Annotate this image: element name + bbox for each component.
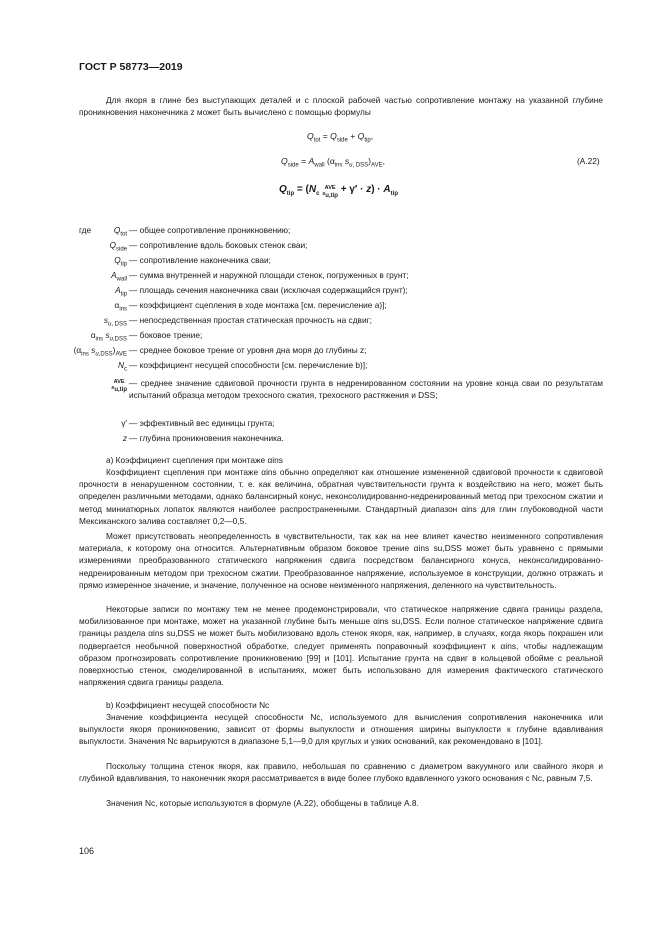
def-symbol: $A_{wall}$	[111, 270, 127, 283]
def-symbol: $Q_{tip}$	[114, 255, 127, 268]
def-text: — сумма внутренней и наружной площади стенок, погруженных в грунт;	[129, 270, 409, 280]
def-text: — глубина проникновения наконечника.	[129, 433, 284, 443]
def-symbol: $A_{tip}$	[115, 285, 127, 298]
definition-row	[79, 417, 603, 429]
def-symbol: $\alpha_{ins}$ $s_{u,DSS}$	[90, 330, 127, 343]
def-text: — непосредственная простая статическая прочность на сдвиг;	[129, 315, 372, 325]
definition-row	[79, 329, 603, 341]
def-symbol: $Q_{side}$	[109, 240, 127, 253]
def-text: — коэффициент сцепления в ходе монтажа [см. перечисление а)];	[129, 300, 387, 310]
def-symbol: z	[122, 433, 127, 443]
def-text: — сопротивление вдоль боковых стенок сваи;	[129, 240, 308, 250]
def-text: — среднее значение сдвиговой прочности грунта в недренированном состоянии на уровне конца сваи по результатам испытаний образца методом трехосного сжатия, трехосного растяжения и DSS;	[129, 378, 603, 400]
def-text: — боковое трение;	[129, 330, 203, 340]
page-number: 106	[79, 846, 95, 856]
definition-row	[79, 359, 603, 371]
definition-row	[79, 284, 603, 296]
def-text: — общее сопротивление проникновению;	[129, 225, 291, 235]
definition-row	[79, 377, 603, 415]
formula-q-tip: $Q_{tip} = (N_c$ AVE $s_{u,tip} + \gamma' \cdot z) \cdot A_{tip}$	[279, 184, 398, 200]
definition-row	[79, 269, 603, 281]
definition-row	[79, 299, 603, 311]
def-symbol: AVE $s_{u,tip}$	[111, 379, 127, 394]
def-text: — площадь сечения наконечника сваи (исключая содержащийся грунт);	[129, 285, 408, 295]
definition-row	[79, 432, 603, 444]
section-b-paragraph-1: Значение коэффициента несущей способности Nc, используемого для вычисления сопротивления наконечника или выпуклости якоря проникновению, зависит от формы выпуклости и отношения ширины выпуклости к глубине вдавливания выпуклости. Значения Nc варьируются в диапазоне 5,1—9,0 для круглых и узких оснований, как рекомендовано в [101].	[79, 712, 603, 747]
definition-row	[79, 314, 603, 326]
definition-row	[79, 254, 603, 266]
def-text: — среднее боковое трение от уровня дна моря до глубины z;	[129, 345, 367, 355]
def-symbol: $Q_{tot}$	[113, 225, 127, 238]
definition-row	[79, 224, 603, 236]
def-symbol: $N_c$	[118, 360, 127, 373]
section-b-paragraph-3: Значения Nc, которые используются в формуле (А.22), обобщены в таблице А.8.	[106, 798, 419, 808]
formula-q-tot: $Q_{tot} = Q_{side} + Q_{tip}$,	[307, 131, 374, 144]
section-a-title: а) Коэффициент сцепления при монтаже αins	[106, 455, 283, 465]
standard-header: ГОСТ Р 58773—2019	[79, 61, 183, 73]
where-label: где	[79, 225, 92, 235]
def-symbol: $\alpha_{ins}$	[114, 300, 127, 313]
definition-row	[73, 344, 603, 358]
def-symbol: ($\alpha_{ins}$ $s_{u,DSS})_{AVE}$	[73, 345, 127, 358]
def-symbol: $s_{u, DSS}$	[103, 315, 127, 328]
section-b-paragraph-2: Поскольку толщина стенок якоря, как правило, небольшая по сравнению с диаметром вакуумного или свайного якоря и глубиной вдавливания, то наконечник якоря рассматривается в виде более глубоко вдавленного узкого основания с Nc, равным 7,5.	[79, 761, 603, 784]
section-a-paragraph-3: Некоторые записи по монтажу тем не менее продемонстрировали, что статическое напряжение сдвига границы раздела, мобилизованное при монтаже, может на указанной глубине быть меньше αins su,DSS. Если полное статическое напряжение сдвига границы раздела αins su,DSS не может быть мобилизовано вдоль стенок якоря, как, например, в случаях, когда якорь покрашен или подвергается необычной поверхностной обработке, следует применять поправочный коэффициент к αins, чтобы надлежащим образом прогнозировать сопротивление проникновению [99] и [101]. Испытание грунта на сдвиг в кольцевой обойме с реальной поверхностью стенок, смоделированной в испытаниях, может быть использовано для измерения фактического статического напряжения сдвига границы раздела.	[79, 604, 603, 688]
section-a-paragraph-2: Может присутствовать неопределенность в чувствительности, так как на нее влияет качество неизменного сопротивления материала, к которому она относится. Альтернативным образом боковое трение αins su,DSS может быть уравнено с прямыми измерениями преобразованного статического напряжения сдвига посредством балансирного конуса, неконсолидированно-недренированным методом при трехосном сжатии. Преобразованное напряжение, используемое в конструкции, должно отражать и прямо измеренное значение, и значение, полученное на основе неизменного напряжения, деленного на чувствительность.	[79, 531, 603, 590]
formula-q-side: $Q_{side} = A_{wall}$ ($\alpha_{ins}$ $s_{u, DSS})_{AVE}$,	[281, 156, 385, 169]
definition-row	[79, 239, 603, 251]
def-text: — эффективный вес единицы грунта;	[129, 418, 275, 428]
equation-number: (A.22)	[577, 156, 600, 166]
def-text: — коэффициент несущей способности [см. перечисление b)];	[129, 360, 368, 370]
section-a-paragraph-1: Коэффициент сцепления при монтаже αins обычно определяют как отношение измененной сдвиговой прочности к сдвиговой прочности в ненарушенном состоянии, т. е. как величина, обратная чувствительности грунта к воздействию на него, может быть определен различными методами, однако балансирный конус, неконсолидированно-недренированный метод при трехосном сжатии и метод миниатюрных лопаток являются наиболее распространенными. Стандартный диапазон αins для глин глубоководной части Мексиканского залива составляет 0,2—0,5.	[79, 467, 603, 526]
def-text: — сопротивление наконечника сваи;	[129, 255, 271, 265]
section-b-title: b) Коэффициент несущей способности Nc	[106, 700, 270, 710]
def-symbol: γ′	[121, 418, 127, 428]
intro-paragraph: Для якоря в глине без выступающих деталей и с плоской рабочей частью сопротивление монтажу на указанной глубине проникновения наконечника z может быть вычислено с помощью формулы	[79, 95, 603, 118]
